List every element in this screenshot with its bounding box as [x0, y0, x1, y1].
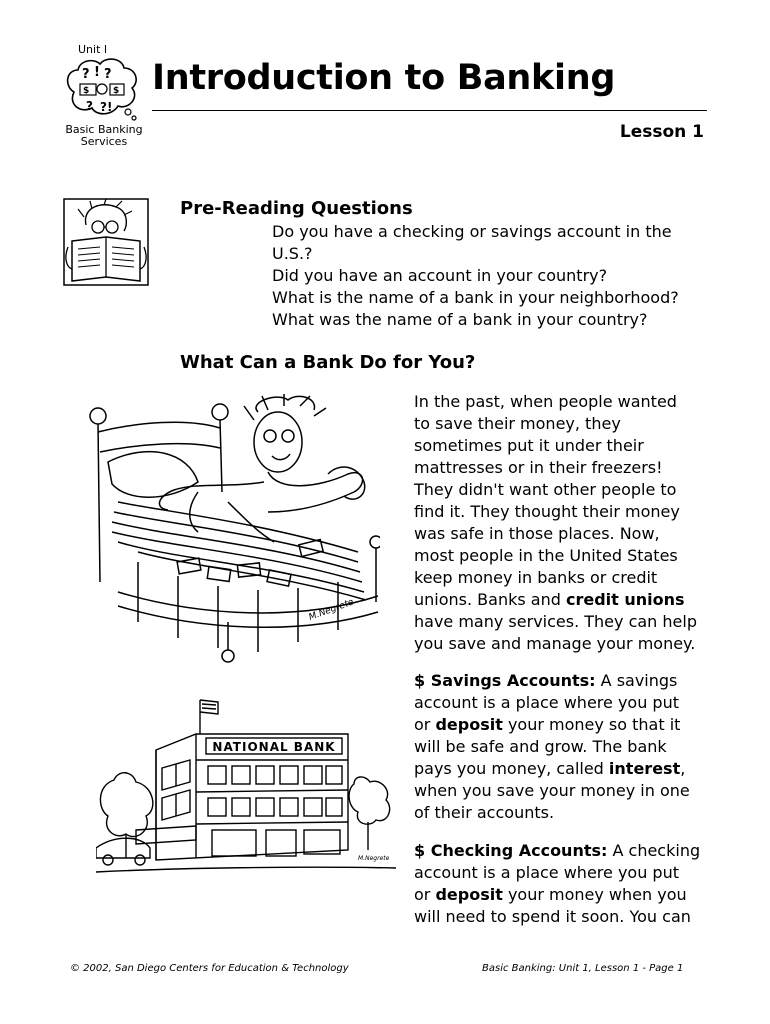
checking-label: $ Checking Accounts: [414, 841, 608, 860]
title-divider [152, 110, 707, 111]
svg-text:!: ! [94, 65, 100, 80]
term-deposit: deposit [435, 885, 503, 904]
text-line [414, 589, 714, 611]
text-line: will need to spend it soon. You can [414, 907, 691, 926]
person-reading-book-icon [62, 197, 150, 287]
term-interest: interest [608, 759, 681, 778]
savings-label: $ Savings Accounts: [414, 671, 596, 690]
list-item: Do you have a checking or savings account in the [272, 222, 672, 241]
text-fragment: A savings [595, 671, 678, 690]
text-fragment: , [680, 759, 686, 778]
svg-text:$: $ [83, 86, 90, 96]
text-line: sometimes put it under their [414, 436, 644, 455]
text-line: to save their money, they [414, 414, 621, 433]
page-title: Introduction to Banking [152, 58, 616, 98]
list-item: Did you have an account in your country? [272, 266, 608, 285]
list-item: What was the name of a bank in your country? [272, 310, 648, 329]
text-fragment: A checking [607, 841, 701, 860]
man-hiding-money-in-mattress-illustration [78, 392, 380, 664]
footer-copyright: © 2002, San Diego Centers for Education & Technology [70, 963, 349, 974]
text-fragment: or [414, 885, 436, 904]
text-fragment: pays you money, called [414, 759, 609, 778]
footer-page-label: Basic Banking: Unit 1, Lesson 1 - Page 1 [482, 963, 684, 974]
text-line: In the past, when people wanted [414, 392, 677, 411]
bank-signature: M.Negrete [358, 855, 390, 862]
term-deposit: deposit [435, 715, 503, 734]
text-line: most people in the United States [414, 546, 678, 565]
bank-sign: NATIONAL BANK [212, 740, 336, 754]
text-line: will be safe and grow. The bank [414, 737, 667, 756]
text-line: account is a place where you put [414, 863, 679, 882]
savings-paragraph [414, 670, 714, 824]
text-fragment: unions. Banks and [414, 590, 566, 609]
logo-caption-line1: Basic Banking [65, 123, 143, 136]
term-credit-unions: credit unions [565, 590, 685, 609]
text-line: of their accounts. [414, 803, 555, 822]
text-line [414, 884, 714, 906]
text-fragment: or [414, 715, 436, 734]
text-line: keep money in banks or credit [414, 568, 658, 587]
svg-text:$: $ [113, 86, 120, 96]
text-line: account is a place where you put [414, 693, 679, 712]
pre-reading-question-list [272, 221, 712, 331]
national-bank-building-illustration [96, 690, 396, 890]
text-line: was safe in those places. Now, [414, 524, 660, 543]
text-line: They didn't want other people to [414, 480, 677, 499]
lesson-label: Lesson 1 [619, 122, 704, 142]
section-heading: What Can a Bank Do for You? [180, 352, 476, 373]
bed-signature: M.Negrete [307, 597, 356, 623]
svg-text:?!: ?! [100, 100, 113, 114]
unit-label: Unit I [78, 43, 108, 56]
text-line [414, 758, 714, 780]
list-item: What is the name of a bank in your neighborhood? [272, 288, 679, 307]
checking-paragraph [414, 840, 714, 928]
logo-caption-line2: Services [80, 135, 128, 148]
list-item: U.S.? [272, 244, 313, 263]
text-line: you save and manage your money. [414, 634, 696, 653]
text-line: have many services. They can help [414, 612, 697, 631]
svg-text:?: ? [104, 67, 112, 82]
text-fragment: your money when you [502, 885, 687, 904]
logo-caption [60, 124, 148, 148]
text-line [414, 670, 714, 692]
svg-text:?: ? [82, 67, 90, 82]
text-line: mattresses or in their freezers! [414, 458, 663, 477]
text-fragment: your money so that it [502, 715, 681, 734]
intro-paragraph [414, 391, 714, 655]
text-line: when you save your money in one [414, 781, 690, 800]
text-line [414, 714, 714, 736]
pre-reading-heading: Pre-Reading Questions [180, 198, 413, 219]
text-line: find it. They thought their money [414, 502, 680, 521]
question-money-cloud-icon [62, 56, 140, 122]
svg-text:?: ? [86, 99, 93, 113]
text-line [414, 840, 714, 862]
